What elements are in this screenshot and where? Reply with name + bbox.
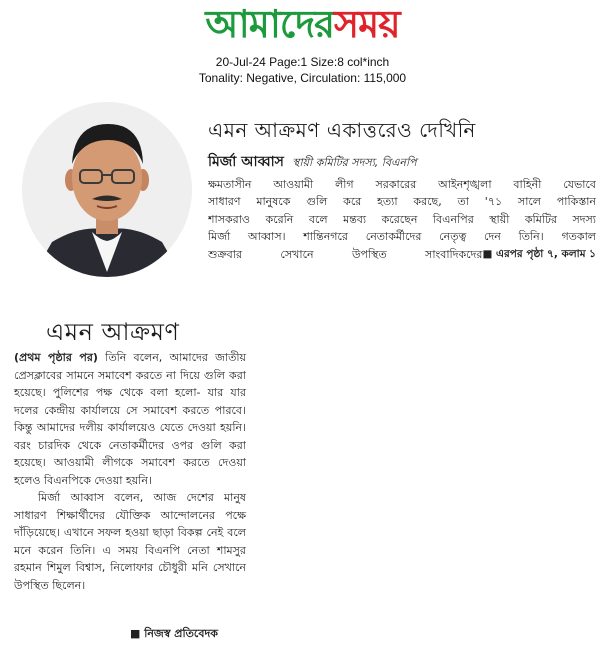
clip-meta-line2: Tonality: Negative, Circulation: 115,000 — [198, 71, 407, 85]
continuation-lead-in: (প্রথম পৃষ্ঠার পর) — [14, 351, 98, 364]
article-headline: এমন আক্রমণ একাত্তরেও দেখিনি — [208, 118, 476, 142]
lead-line: ক্ষমতাসীন আওয়ামী লীগ সরকারের আইনশৃঙ্খলা বাহিনী যেভাবে — [208, 178, 596, 191]
author-title: স্থায়ী কমিটির সদস্য, বিএনপি — [292, 156, 417, 169]
lead-line-last — [208, 246, 596, 263]
lead-line: সাধারণ মানুষকে গুলি করে হত্যা করছে, তা '৭১ সালে পাকিস্তান — [208, 195, 596, 209]
lead-line: শাসকরাও করেনি বলে মন্তব্য করেছেন বিএনপির স্থায়ী কমিটির সদস্য — [208, 212, 596, 226]
reporter-signoff: ■ নিজস্ব প্রতিবেদক — [130, 627, 218, 640]
clip-meta-line1: 20-Jul-24 Page:1 Size:8 col*inch — [215, 55, 390, 69]
author-name: মির্জা আব্বাস — [208, 154, 284, 170]
masthead-part2: সময় — [334, 2, 400, 46]
author-portrait — [22, 102, 192, 277]
continued-marker: ■ এরপর পৃষ্ঠা ৭, কলাম ১ — [482, 247, 596, 260]
masthead-logo — [0, 2, 605, 46]
continuation-headline: এমন আক্রমণ — [46, 318, 180, 346]
paragraph-1-text: তিনি বলেন, আমাদের জাতীয় প্রেসক্লাবের সামনে সমাবেশ করতে না দিয়ে গুলি করা হয়েছে। পুলিশের পক্ষ থেকে বলা হলো- যার যার দলের কেন্দ্রীয় কার্যালয়ে সে সমাবেশ করতে পারবে। কিন্তু আমাদের দলীয় কার্যালয়েও যেতে দেওয়া হয়নি। বরং চারদিক থেকে নেতাকর্মীদের ওপর গুলি করা হয়েছে। আওয়ামী লীগকে সমাবেশ করতে দেওয়া হলেও বিএনপিকে দেওয়া হয়নি। — [14, 351, 246, 487]
continuation-paragraph-1 — [14, 349, 246, 489]
article-lead — [208, 176, 596, 263]
lead-line-text: শুক্রবার সেখানে উপস্থিত সাংবাদিকদের — [208, 247, 483, 261]
continuation-paragraph-2: মির্জা আব্বাস বলেন, আজ দেশের মানুষ সাধারণ শিক্ষার্থীদের যৌক্তিক আন্দোলনের পক্ষে দাঁড়িয়েছে। এখানে সফল হওয়া ছাড়া বিকল্প নেই বলে মনে করেন তিনি। এ সময় বিএনপি নেতা শামসুর রহমান শিমুল বিশ্বাস, নিলোফার চৌধুরী মনি সেখানে উপস্থিত ছিলেন। — [14, 491, 246, 592]
byline — [208, 150, 417, 174]
continuation-body — [14, 349, 246, 594]
masthead-part1: আমাদের — [205, 2, 334, 46]
lead-line: মির্জা আব্বাস। শান্তিনগরে নেতাকর্মীদের নেতৃত্ব দেন তিনি। গতকাল — [208, 230, 596, 244]
author-photo — [22, 102, 192, 277]
